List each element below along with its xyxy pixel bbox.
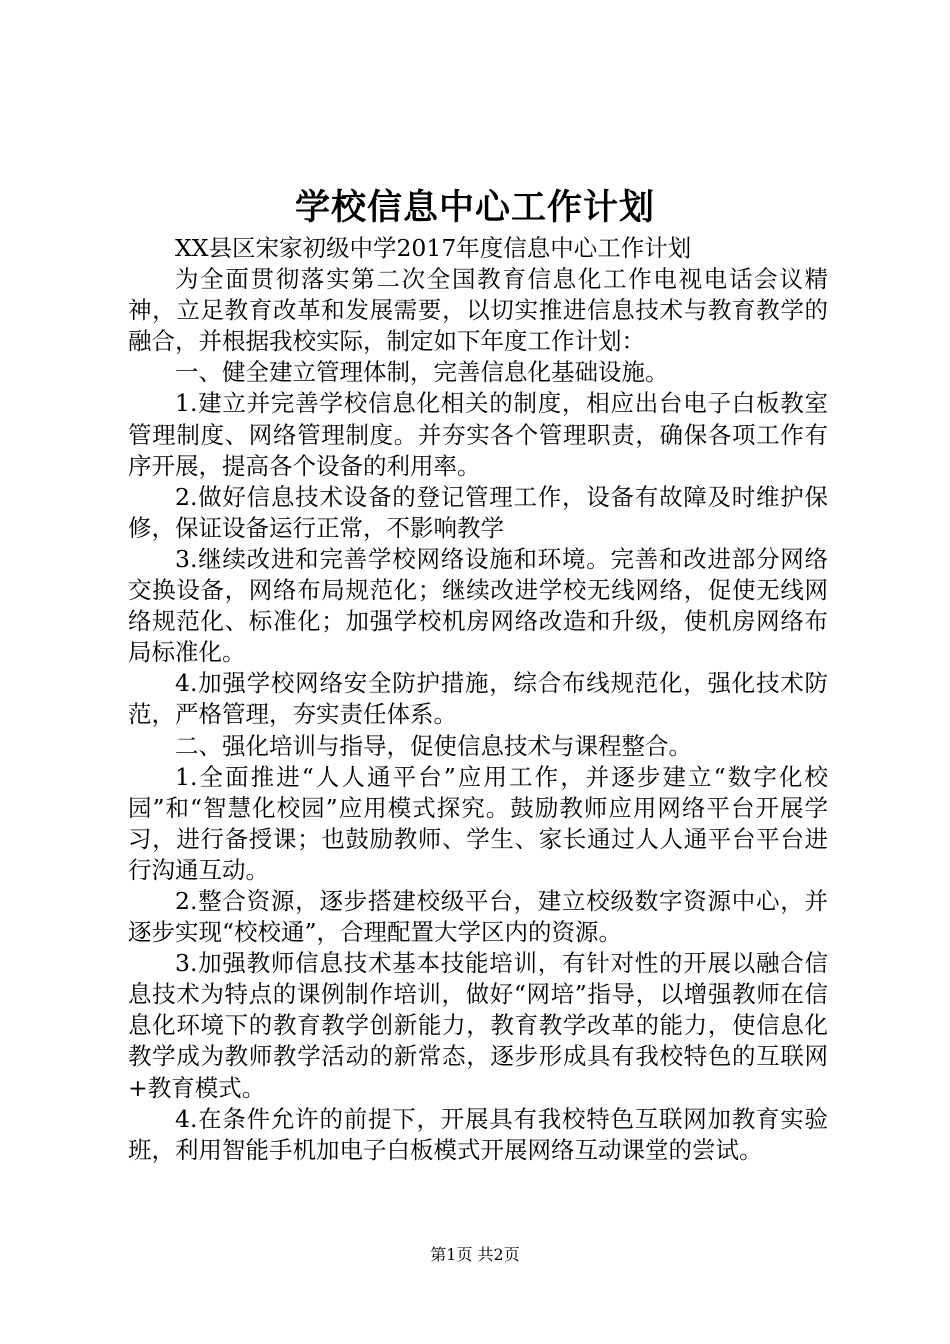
page-number-footer: 第1页 共2页 — [430, 1245, 520, 1264]
paragraph-1-4: 4.加强学校网络安全防护措施，综合布线规范化，强化技术防范，严格管理，夯实责任体系。 — [128, 669, 828, 729]
document-title: 学校信息中心工作计划 — [294, 187, 655, 228]
paragraph-2-4: 4.在条件允许的前提下，开展具有我校特色互联网加教育实验班，利用智能手机加电子白板模式开展网络互动课堂的尝试。 — [128, 1104, 828, 1164]
paragraph-subtitle: XX县区宋家初级中学2017年度信息中心工作计划 — [175, 234, 692, 262]
paragraph-2-3: 3.加强教师信息技术基本技能培训，有针对性的开展以融合信息技术为特点的课例制作培训，做好“网培”指导，以增强教师在信息化环境下的教育教学创新能力，教育教学改革的能力，使信息化教学成为教师教学活动的新常态，逐步形成具有我校特色的互联网+教育模式。 — [128, 949, 828, 1102]
section-heading-2: 二、强化培训与指导，促使信息技术与课程整合。 — [175, 731, 692, 760]
paragraph-1-2: 2.做好信息技术设备的登记管理工作，设备有故障及时维护保修，保证设备运行正常，不影响教学 — [128, 482, 828, 542]
paragraph-1-1: 1.建立并完善学校信息化相关的制度，相应出台电子白板教室管理制度、网络管理制度。并夯实各个管理职责，确保各项工作有序开展，提高各个设备的利用率。 — [128, 389, 828, 480]
paragraph-intro: 为全面贯彻落实第二次全国教育信息化工作电视电话会议精神，立足教育改革和发展需要，以切实推进信息技术与教育教学的融合，并根据我校实际，制定如下年度工作计划： — [128, 265, 828, 356]
document-body — [128, 233, 828, 1166]
paragraph-2-1: 1.全面推进“人人通平台”应用工作，并逐步建立“数字化校园”和“智慧化校园”应用模式探究。鼓励教师应用网络平台开展学习，进行备授课；也鼓励教师、学生、家长通过人人通平台平台进行沟通互动。 — [128, 762, 828, 884]
paragraph-2-2: 2.整合资源，逐步搭建校级平台，建立校级数字资源中心，并逐步实现“校校通”，合理配置大学区内的资源。 — [128, 886, 828, 947]
paragraph-1-3: 3.继续改进和完善学校网络设施和环境。完善和改进部分网络交换设备，网络布局规范化；继续改进学校无线网络，促使无线网络规范化、标准化；加强学校机房网络改造和升级，使机房网络布局标准化。 — [128, 544, 828, 667]
section-heading-1: 一、健全建立管理体制，完善信息化基础设施。 — [175, 358, 669, 387]
